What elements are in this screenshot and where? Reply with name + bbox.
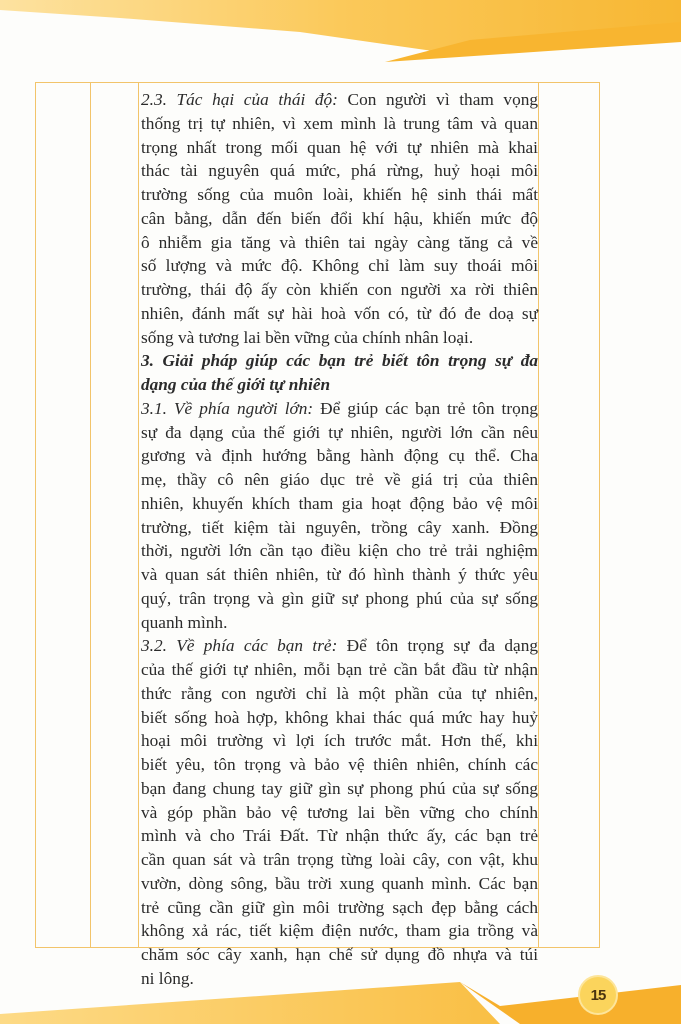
text-line — [141, 943, 538, 967]
text-line — [141, 824, 538, 848]
line-text: thác tài nguyên quá mức, phá rừng, huỷ hoại môi — [141, 161, 538, 181]
line-text: Con người vì tham vọng — [337, 90, 538, 109]
line-text: cân bằng, dẫn đến biến đổi khí hậu, khiến mức độ — [141, 208, 538, 228]
text-line — [141, 706, 538, 730]
line-text: thức rằng con người chỉ là một phần của tự nhiên, — [141, 683, 538, 703]
line-text: thống trị tự nhiên, vì xem mình là trung tâm và quan — [141, 113, 538, 133]
text-line — [141, 777, 538, 801]
text-line — [141, 88, 538, 112]
text-line — [141, 729, 538, 753]
line-text: trường, thái độ ấy còn khiến con người xa rời thiên — [141, 280, 538, 299]
text-line — [141, 373, 538, 397]
line-text: trường sống của muôn loài, khiến hệ sinh thái mất — [141, 185, 538, 204]
line-text: nhiên, đánh mất sự hài hoà vốn có, từ đó đe doạ sự — [141, 303, 538, 323]
line-text: mình và cho Trái Đất. Từ nhận thức ấy, các bạn trẻ — [141, 826, 538, 846]
line-text: Để tôn trọng sự đa dạng — [337, 636, 538, 656]
text-line — [141, 112, 538, 136]
line-text: số lượng và mức độ. Không chỉ làm suy thoái môi — [141, 256, 538, 276]
line-text: trẻ cũng cần giữ gìn môi trường sạch đẹp bằng cách — [141, 897, 538, 917]
line-text: bạn đang chung tay giữ gìn sự phong phú của sự sống — [141, 778, 538, 798]
line-text: nhiên, khuyến khích tham gia hoạt động bảo vệ môi — [141, 493, 538, 513]
subheading-label: 3.1. Về phía người lớn: — [141, 398, 314, 418]
subheading-label: 2.3. Tác hại của thái độ: — [141, 90, 338, 109]
text-line — [141, 444, 538, 468]
content-table — [35, 82, 600, 988]
text-line — [141, 967, 538, 991]
text-line — [141, 278, 538, 302]
text-line — [141, 516, 538, 540]
text-line — [141, 634, 538, 658]
text-line — [141, 468, 538, 492]
content-cell — [141, 88, 538, 991]
line-text: quý, trân trọng và gìn giữ sự phong phú của sự sống — [141, 588, 538, 608]
line-text: cần quan sát và trân trọng từng loài cây, con vật, khu — [141, 850, 538, 869]
text-line — [141, 254, 538, 278]
line-text: và góp phần bảo vệ tương lai bền vững cho chính — [141, 802, 538, 822]
line-text: thời, người lớn cần tạo điều kiện cho trẻ trải nghiệm — [141, 541, 538, 561]
text-line — [141, 753, 538, 777]
text-line — [141, 302, 538, 326]
text-line — [141, 326, 538, 350]
line-text: mẹ, thầy cô nên giáo dục trẻ về giá trị của thiên — [141, 470, 538, 489]
line-text: biết sống hoà hợp, không khai thác quá mức hay huỷ — [141, 707, 538, 727]
text-line — [141, 231, 538, 255]
line-text: quanh mình. — [141, 612, 228, 632]
line-text: chăm sóc cây xanh, hạn chế sử dụng đồ nhựa và túi — [141, 945, 538, 964]
column-divider — [138, 83, 139, 947]
line-text: dạng của thế giới tự nhiên — [141, 375, 331, 394]
line-text: không xả rác, tiết kiệm điện nước, tham gia trồng và — [141, 921, 538, 941]
text-line — [141, 658, 538, 682]
line-text: ni lông. — [141, 968, 194, 988]
line-text: gương và định hướng bằng hành động cụ thể. Cha — [141, 446, 538, 466]
column-divider — [538, 83, 539, 947]
text-line — [141, 872, 538, 896]
subheading-label: 3.2. Về phía các bạn trẻ: — [141, 636, 338, 656]
text-line — [141, 682, 538, 706]
text-line — [141, 349, 538, 373]
line-text: ô nhiễm gia tăng và thiên tai ngày càng tăng cả về — [141, 232, 538, 252]
text-line — [141, 539, 538, 563]
text-line — [141, 492, 538, 516]
column-divider — [90, 83, 91, 947]
line-text: sống và tương lai bền vững của chính nhân loại. — [141, 327, 474, 347]
line-text: và quan sát thiên nhiên, từ đó hình thành ý thức yêu — [141, 565, 538, 584]
text-line — [141, 848, 538, 872]
line-text: hoại môi trường vì lợi ích trước mắt. Hơn thế, khi — [141, 731, 538, 751]
line-text: vườn, dòng sông, bầu trời xung quanh mình. Các bạn — [141, 873, 538, 893]
paragraph — [141, 397, 538, 635]
text-line — [141, 563, 538, 587]
line-text: của thế giới tự nhiên, mỗi bạn trẻ cần bắt đầu từ nhận — [141, 660, 538, 679]
line-text: trọng nhất trong mối quan hệ với tự nhiên mà khai — [141, 137, 538, 157]
text-line — [141, 183, 538, 207]
line-text: trường, tiết kiệm tài nguyên, trồng cây xanh. Đồng — [141, 517, 538, 537]
page-number: 15 — [578, 975, 618, 1015]
text-line — [141, 801, 538, 825]
text-line — [141, 159, 538, 183]
line-text: biết yêu, tôn trọng và bảo vệ thiên nhiên, chính các — [141, 755, 538, 774]
line-text: sự đa dạng của thế giới tự nhiên, người lớn cần nêu — [141, 422, 538, 442]
line-text: Để giúp các bạn trẻ tôn trọng — [313, 398, 538, 418]
line-text: 3. Giải pháp giúp các bạn trẻ biết tôn trọng sự đa — [141, 351, 538, 371]
text-line — [141, 421, 538, 445]
text-line — [141, 136, 538, 160]
text-line — [141, 919, 538, 943]
paragraph — [141, 634, 538, 990]
text-line — [141, 611, 538, 635]
text-line — [141, 397, 538, 421]
text-line — [141, 207, 538, 231]
section-heading — [141, 349, 538, 397]
paragraph — [141, 88, 538, 349]
text-line — [141, 896, 538, 920]
text-line — [141, 587, 538, 611]
